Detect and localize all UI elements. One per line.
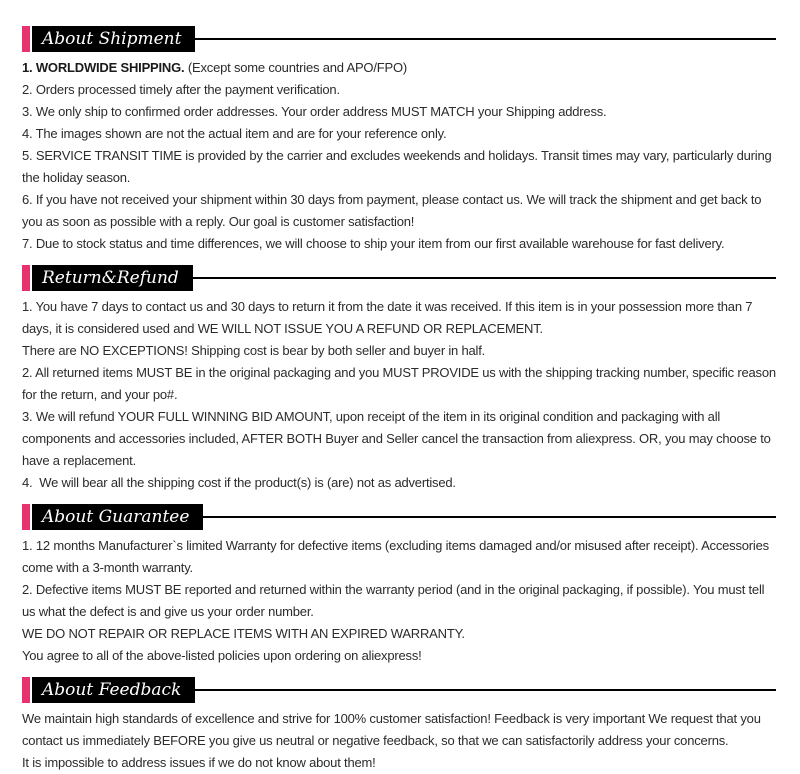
section-header [22,677,776,703]
paragraph [22,57,776,79]
paragraph: 3. We will refund YOUR FULL WINNING BID AMOUNT, upon receipt of the item in its original condition and packaging with all components and accessories included, AFTER BOTH Buyer and Seller cancel the transaction from aliexpress. OR, you may choose to have a replacement. [22,409,775,468]
section-title: About Shipment [32,26,195,52]
paragraph: You agree to all of the above-listed policies upon ordering on aliexpress! [22,648,422,663]
paragraph: We maintain high standards of excellence and strive for 100% customer satisfaction! Feedback is very important We request that you contact us immediately BEFORE you give us neutral or negative feedback, so that we can satisfactorily address your concerns. [22,711,765,748]
paragraph: 7. Due to stock status and time differences, we will choose to ship your item from our first available warehouse for fast delivery. [22,236,725,251]
paragraph: 4. We will bear all the shipping cost if the product(s) is (are) not as advertised. [22,475,456,490]
header-rule [193,277,776,279]
section-about-shipment [22,26,776,255]
paragraph: 3. We only ship to confirmed order addresses. Your order address MUST MATCH your Shipping address. [22,104,607,119]
paragraph: 2. Defective items MUST BE reported and returned within the warranty period (and in the original packaging, if possible). You must tell us what the defect is and give us your order number. [22,582,768,619]
header-rule [203,516,776,518]
paragraph-text: (Except some countries and APO/FPO) [184,60,408,75]
accent-bar [22,504,30,530]
section-body [22,57,776,255]
accent-bar [22,677,30,703]
section-body [22,535,776,667]
accent-bar [22,265,30,291]
paragraph: There are NO EXCEPTIONS! Shipping cost is bear by both seller and buyer in half. [22,343,486,358]
paragraph: 1. 12 months Manufacturer`s limited Warranty for defective items (excluding items damaged and/or misused after receipt). Accessories come with a 3-month warranty. [22,538,773,575]
header-rule [195,38,776,40]
paragraph: 6. If you have not received your shipment within 30 days from payment, please contact us. We will track the shipment and get back to you as soon as possible with a reply. Our goal is customer satisfaction! [22,192,765,229]
paragraph-bold-text: 1. WORLDWIDE SHIPPING. [22,60,185,75]
paragraph: 4. The images shown are not the actual item and are for your reference only. [22,126,447,141]
section-header [22,26,776,52]
header-rule [195,689,776,691]
section-header [22,265,776,291]
paragraph: 2. Orders processed timely after the payment verification. [22,82,340,97]
paragraph: WE DO NOT REPAIR OR REPLACE ITEMS WITH AN EXPIRED WARRANTY. [22,626,465,641]
section-title: Return&Refund [32,265,193,291]
section-title: About Guarantee [32,504,203,530]
section-about-feedback [22,677,776,774]
section-about-guarantee [22,504,776,667]
accent-bar [22,26,30,52]
section-header [22,504,776,530]
section-title: About Feedback [32,677,195,703]
paragraph: 1. You have 7 days to contact us and 30 days to return it from the date it was received. If this item is in your possession more than 7 days, it is considered used and WE WILL NOT ISSUE YOU A REFUND OR REPLACEMENT. [22,299,756,336]
paragraph: 2. All returned items MUST BE in the original packaging and you MUST PROVIDE us with the shipping tracking number, specific reason for the return, and your po#. [22,365,780,402]
paragraph: 5. SERVICE TRANSIT TIME is provided by the carrier and excludes weekends and holidays. Transit times may vary, particularly during the holiday season. [22,148,775,185]
section-body [22,296,780,494]
section-return-refund [22,265,780,494]
section-body [22,708,776,774]
paragraph: It is impossible to address issues if we do not know about them! [22,755,376,770]
